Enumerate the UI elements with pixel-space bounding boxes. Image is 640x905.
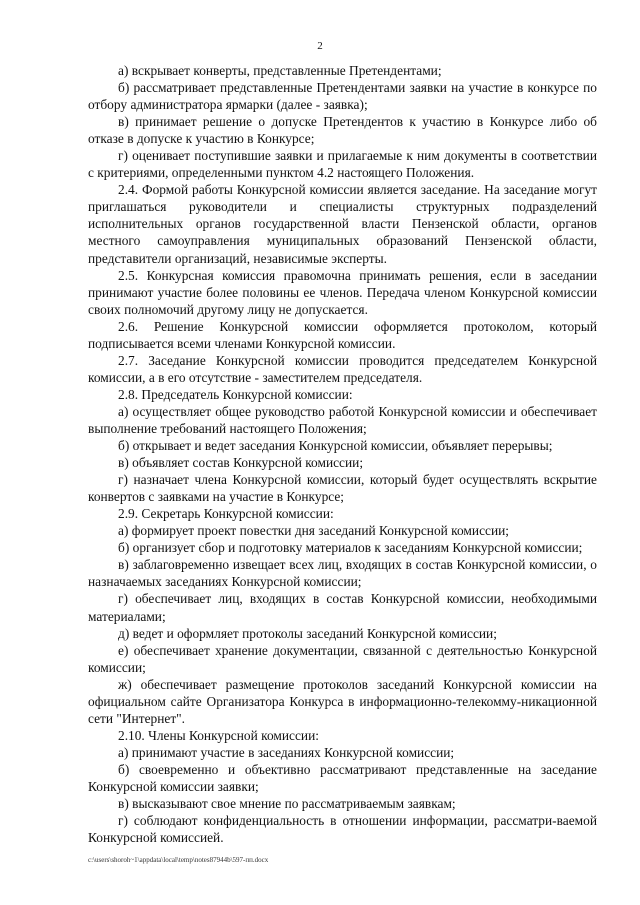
paragraph-item-v-admission: в) принимает решение о допуске Претендентов к участию в Конкурсе либо об отказе в допуске к участию в Конкурсе; bbox=[88, 114, 597, 147]
paragraph-members-item-b: б) своевременно и объективно рассматривают представленные на заседание Конкурсной комиссии заявки; bbox=[88, 761, 597, 794]
paragraph-2-9-heading: 2.9. Секретарь Конкурсной комиссии: bbox=[118, 506, 334, 522]
paragraph-chair-item-b: б) открывает и ведет заседания Конкурсной комиссии, объявляет перерывы; bbox=[118, 438, 553, 454]
paragraph-2-8-heading: 2.8. Председатель Конкурсной комиссии: bbox=[118, 386, 353, 402]
footer-file-path: c:\users\shoroh~1\appdata\local\temp\notes87944b\597-пп.docx bbox=[88, 856, 269, 864]
paragraph-item-a-envelopes: а) вскрывает конверты, представленные Претендентами; bbox=[118, 63, 442, 78]
page-number: 2 bbox=[317, 40, 323, 52]
paragraph-chair-item-v: в) объявляет состав Конкурсной комиссии; bbox=[118, 455, 364, 471]
paragraph-2-6: 2.6. Решение Конкурсной комиссии оформляется протоколом, который подписывается всеми членами Конкурсной комиссии. bbox=[88, 318, 597, 351]
document-body bbox=[88, 62, 597, 846]
paragraph-secretary-item-d: д) ведет и оформляет протоколы заседаний Конкурсной комиссии; bbox=[118, 625, 497, 641]
paragraph-members-item-v: в) высказывают свое мнение по рассматриваемым заявкам; bbox=[118, 796, 456, 812]
paragraph-secretary-item-g: г) обеспечивает лиц, входящих в состав Конкурсной комиссии, необходимыми материалами; bbox=[88, 591, 597, 624]
paragraph-2-10-heading: 2.10. Члены Конкурсной комиссии: bbox=[118, 727, 319, 743]
paragraph-secretary-item-v: в) заблаговременно извещает всех лиц, входящих в состав Конкурсной комиссии, о назначаемых заседаниях Конкурсной комиссии; bbox=[88, 557, 597, 590]
paragraph-2-4: 2.4. Формой работы Конкурсной комиссии является заседание. На заседание могут приглашаться руководители и специалисты структурных подразделений исполнительных органов государственной власти Пензенской области, органов местного самоуправления муниципальных образований Пензенской области, представители организаций, независимые эксперты. bbox=[88, 182, 597, 266]
paragraph-secretary-item-a: а) формирует проект повестки дня заседаний Конкурсной комиссии; bbox=[118, 523, 510, 539]
paragraph-members-item-g: г) соблюдают конфиденциальность в отношении информации, рассматри-ваемой Конкурсной комиссией. bbox=[88, 813, 597, 846]
paragraph-2-5: 2.5. Конкурсная комиссия правомочна принимать решения, если в заседании принимают участие более половины ее членов. Передача членом Конкурсной комиссии своих полномочий другому лицу не допускается. bbox=[88, 267, 597, 317]
paragraph-chair-item-g: г) назначает члена Конкурсной комиссии, который будет осуществлять вскрытие конвертов с заявками на участие в Конкурсе; bbox=[88, 472, 597, 505]
paragraph-chair-item-a: а) осуществляет общее руководство работой Конкурсной комиссии и обеспечивает выполнение требований настоящего Положения; bbox=[88, 403, 597, 436]
paragraph-item-g-evaluation: г) оценивает поступившие заявки и прилагаемые к ним документы в соответствии с критериями, определенными пунктом 4.2 настоящего Положения. bbox=[88, 148, 597, 181]
paragraph-members-item-a: а) принимают участие в заседаниях Конкурсной комиссии; bbox=[118, 744, 455, 760]
paragraph-secretary-item-zh: ж) обеспечивает размещение протоколов заседаний Конкурсной комиссии на официальном сайте Организатора Конкурса в информационно-телекомму-никационной сети "Интернет". bbox=[88, 676, 597, 726]
paragraph-secretary-item-b: б) организует сбор и подготовку материалов к заседаниям Конкурсной комиссии; bbox=[118, 540, 583, 556]
paragraph-2-7: 2.7. Заседание Конкурсной комиссии проводится председателем Конкурсной комиссии, а в его отсутствие - заместителем председателя. bbox=[88, 352, 597, 385]
paragraph-secretary-item-e: е) обеспечивает хранение документации, связанной с деятельностью Конкурсной комиссии; bbox=[88, 642, 597, 675]
paragraph-item-b-applications: б) рассматривает представленные Претендентами заявки на участие в конкурсе по отбору администратора ярмарки (далее - заявка); bbox=[88, 80, 597, 113]
